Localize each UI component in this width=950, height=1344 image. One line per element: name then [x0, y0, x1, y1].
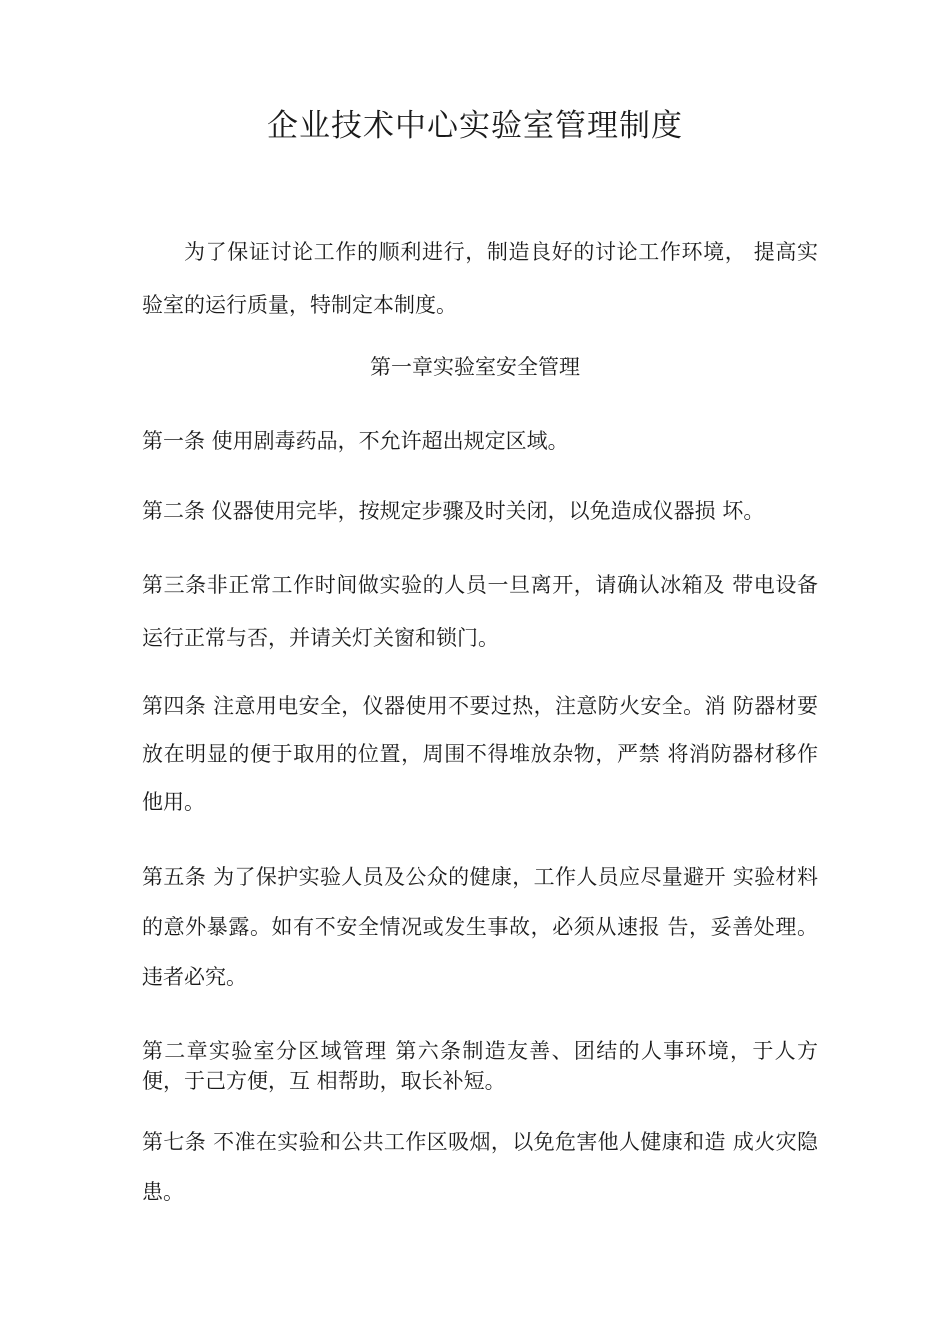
- article-5: 第五条 为了保护实验人员及公众的健康，工作人员应尽量避开 实验材料的意外暴露。如有不安全情况或发生事故，必须从速报 告，妥善处理。违者必究。: [142, 865, 818, 989]
- chapter2-article-6: 第二章实验室分区域管理 第六条制造友善、团结的人事环境，于人方便，于己方便，互 相帮助，取长补短。: [142, 1039, 818, 1093]
- article-3: 第三条非正常工作时间做实验的人员一旦离开，请确认冰箱及 带电设备运行正常与否，并请关灯关窗和锁门。: [142, 573, 818, 650]
- article-1: 第一条 使用剧毒药品，不允许超出规定区域。: [142, 429, 569, 453]
- chapter1-heading: 第一章实验室安全管理: [370, 355, 580, 379]
- article-7: 第七条 不准在实验和公共工作区吸烟，以免危害他人健康和造 成火灾隐患。: [142, 1130, 818, 1204]
- intro-paragraph: 为了保证讨论工作的顺利进行，制造良好的讨论工作环境， 提高实验室的运行质量，特制定本制度。: [142, 240, 818, 317]
- article-2: 第二条 仪器使用完毕，按规定步骤及时关闭，以免造成仪器损 坏。: [142, 499, 765, 523]
- article-4: 第四条 注意用电安全，仪器使用不要过热，注意防火安全。消 防器材要放在明显的便于取用的位置，周围不得堆放杂物，严禁 将消防器材移作他用。: [142, 694, 818, 814]
- document-title: 企业技术中心实验室管理制度: [267, 108, 683, 144]
